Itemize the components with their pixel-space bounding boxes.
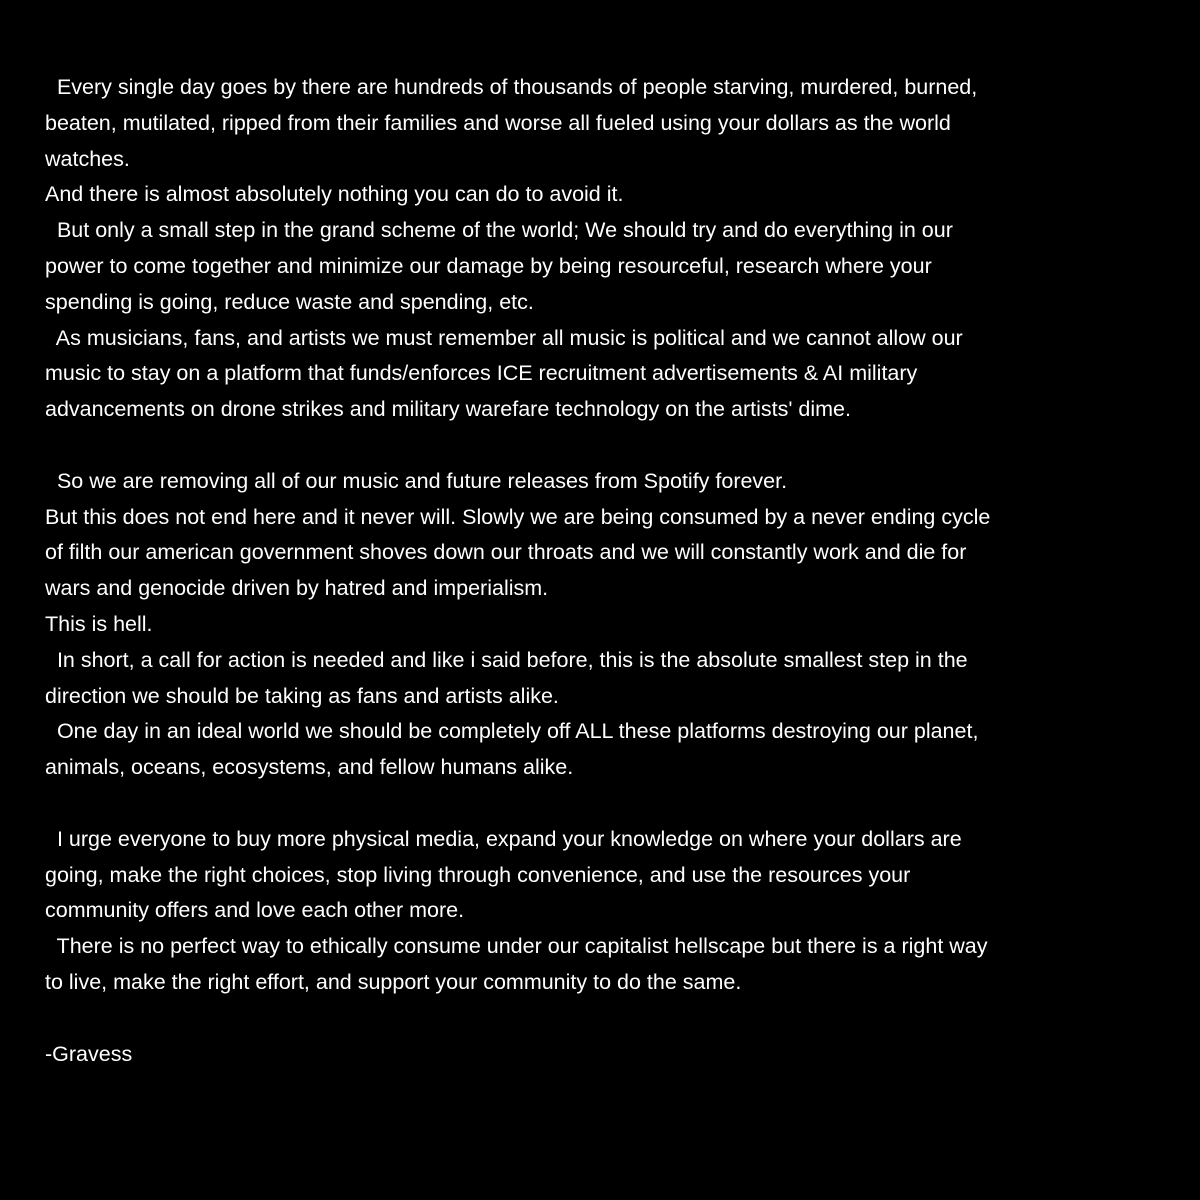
text-line: But only a small step in the grand scheme of the world; We should try and do everything in our <box>45 218 953 243</box>
text-line: wars and genocide driven by hatred and imperialism. <box>45 576 549 601</box>
text-line: direction we should be taking as fans and artists alike. <box>45 683 559 708</box>
paragraph-break <box>45 1001 1165 1037</box>
text-line: of filth our american government shoves down our throats and we will constantly work and die for <box>45 540 967 565</box>
statement-text <box>45 70 1165 1072</box>
text-line: advancements on drone strikes and military warefare technology on the artists' dime. <box>45 397 851 422</box>
paragraph-break <box>45 786 1165 822</box>
text-line: animals, oceans, ecosystems, and fellow humans alike. <box>45 755 574 780</box>
text-line: watches. <box>45 146 130 171</box>
text-line: spending is going, reduce waste and spending, etc. <box>45 289 534 314</box>
text-line: So we are removing all of our music and future releases from Spotify forever. <box>45 468 788 493</box>
text-line: As musicians, fans, and artists we must remember all music is political and we cannot allow our <box>45 325 963 350</box>
signature: -Gravess <box>45 1041 133 1066</box>
text-line: One day in an ideal world we should be completely off ALL these platforms destroying our planet, <box>45 719 979 744</box>
text-line: community offers and love each other more. <box>45 898 465 923</box>
text-line: Every single day goes by there are hundreds of thousands of people starving, murdered, burned, <box>45 75 978 99</box>
text-line: In short, a call for action is needed and like i said before, this is the absolute smallest step in the <box>45 647 968 672</box>
text-line: beaten, mutilated, ripped from their families and worse all fueled using your dollars as the world <box>45 110 951 135</box>
text-line: And there is almost absolutely nothing you can do to avoid it. <box>45 182 624 207</box>
text-line: This is hell. <box>45 611 153 636</box>
text-line: music to stay on a platform that funds/enforces ICE recruitment advertisements & AI military <box>45 361 918 386</box>
paragraph-break <box>45 428 1165 464</box>
text-line: But this does not end here and it never will. Slowly we are being consumed by a never ending cycle <box>45 504 991 529</box>
text-line: to live, make the right effort, and support your community to do the same. <box>45 969 742 994</box>
text-line: I urge everyone to buy more physical media, expand your knowledge on where your dollars are <box>45 826 962 851</box>
text-line: going, make the right choices, stop living through convenience, and use the resources your <box>45 862 911 887</box>
text-line: power to come together and minimize our damage by being resourceful, research where your <box>45 253 932 278</box>
text-line: There is no perfect way to ethically consume under our capitalist hellscape but there is a right way <box>45 934 988 959</box>
